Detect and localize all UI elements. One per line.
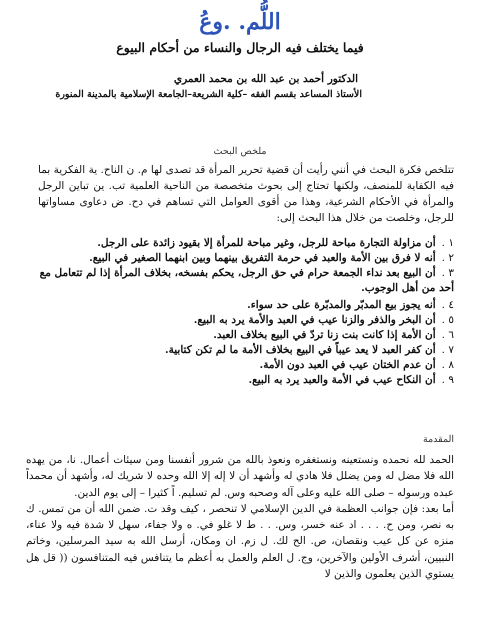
item-number: ٦ . (441, 329, 454, 341)
item-number: ٥ . (441, 314, 454, 326)
findings-list (34, 236, 454, 388)
page-title: اللُّم. .وعُ (199, 9, 281, 35)
list-item (34, 236, 454, 251)
introduction-paragraph: أما بعد: فإن جوانب العظمة في الدين الإسلامي لا تنحصر ، كيف وقد ت. ضمن الله أن من تمس. ك به نصر، ومن ح. . . . اد عنه خسر، وس. . . ط لا غلو في. ه ولا جفاء، سهل لا شدة فيه ولا عناء، منزه عن كل عيب ونقصان، ص. الح لك. ل زم. ان ومكان، أرسل الله به سيد المرسلين، وخاتم النبيين، أشرف الأولين والآخرين، وج. ل العلم والعمل به أعظم ما يتنافس فيه المتنافسون (( قل هل يستوي الذين يعلمون والذين لا (26, 502, 454, 581)
introduction-paragraph: الحمد لله نحمده ونستعينه ونستغفره ونعوذ بالله من شرور أنفسنا ومن سيئات أعمال. نا، من يهده الله فلا مضل له ومن يضلل فلا هادي له وأشهد أن لا إله إلا الله وحده لا شريك له، وأشهد أن محمداً عبده ورسوله – صلى الله عليه وعلى آله وصحبه وس. لم تسليم. اً كثيرا – إلى يوم الدين. (26, 454, 454, 499)
abstract-heading: ملخص البحث (213, 146, 267, 157)
list-item (34, 328, 454, 343)
item-number: ٧ . (441, 344, 454, 356)
item-number: ٤ . (441, 299, 454, 311)
list-item (34, 373, 454, 388)
list-item (34, 358, 454, 373)
item-number: ١ . (441, 237, 454, 249)
item-text: أن الأمة إذا كانت بنت زنا تردّ في البيع بخلاف العبد. (213, 329, 436, 341)
author-affiliation: الأستاذ المساعد بقسم الفقه –كلية الشريعة–الجامعة الإسلامية بالمدينة المنورة (55, 89, 362, 100)
author-name: الدكتور أحمد بن عبد الله بن محمد العمري (173, 73, 358, 85)
abstract-paragraph: تتلخص فكرة البحث في أنني رأيت أن قضية تحرير المرأة قد تصدى لها م. ن الناح. ية الفكرية بما فيه الكفاية للمنصف، ولكنها تحتاج إلى بحوث متخصصة من الناحية العلمية تب. ين تباين الرجل والمرأة في الأحكام الشرعية، وهذا من أقوى العوامل التي تساهم في دح. ض دعاوى مساواتها للرجل، وخلصت من خلال هذا البحث إلى: (38, 164, 454, 224)
item-text: أن مزاولة التجارة مباحة للرجل، وغير مباحة للمرأة إلا بقيود زائدة على الرجل. (97, 237, 436, 249)
item-number: ٩ . (441, 374, 454, 386)
list-item (34, 251, 454, 266)
paper-subtitle: فيما يختلف فيه الرجال والنساء من أحكام البيوع (116, 40, 364, 55)
introduction-body (26, 452, 454, 582)
item-text: أنه لا فرق بين الأمة والعبد في حرمة التفريق بينهما وبين ابنهما الصغير في البيع. (89, 252, 436, 264)
item-text: أن كفر العبد لا يعد عيباً في البيع بخلاف الأمة ما لم تكن كتابية. (164, 344, 436, 356)
item-text: أن عدم الختان عيب في العبد دون الأمة. (259, 359, 436, 371)
abstract-body (38, 162, 454, 226)
item-text: أن النكاح عيب في الأمة والعبد يرد به البيع. (248, 374, 436, 386)
item-text: أنه يجوز بيع المدبّر والمدبّرة على حد سواء. (247, 299, 436, 311)
list-item (34, 343, 454, 358)
item-number: ٣ . (441, 267, 454, 279)
item-number: ٨ . (441, 359, 454, 371)
item-text: أن البخر والذفر والزنا عيب في العبد والأمة يرد به البيع. (193, 314, 436, 326)
item-text: أن البيع بعد نداء الجمعة حرام في حق الرجل، يحكم بفسخه، بخلاف المرأة إذا لم تتعامل مع أحد من أهل الوجوب. (39, 267, 454, 294)
list-item (34, 266, 454, 296)
introduction-heading: المقدمة (422, 434, 454, 445)
item-number: ٢ . (441, 252, 454, 264)
list-item (34, 313, 454, 328)
list-item (34, 298, 454, 313)
